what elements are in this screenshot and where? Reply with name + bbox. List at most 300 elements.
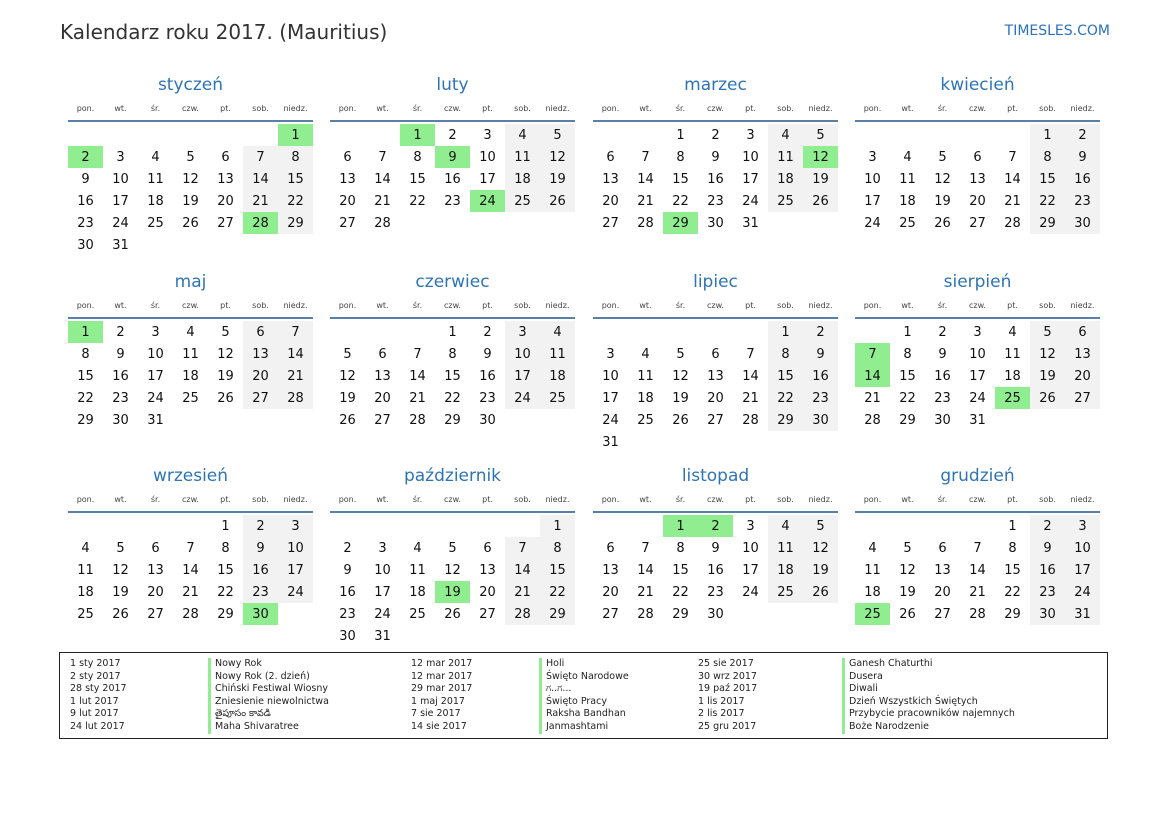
day-cell: 18	[77, 584, 94, 600]
empty-cell	[400, 625, 435, 647]
day-cell: 16	[934, 368, 951, 384]
day-cell: 20	[934, 584, 951, 600]
day-cell: 4	[505, 124, 540, 146]
day-cell: 19	[934, 193, 951, 209]
weekday-label: sob.	[1039, 104, 1056, 113]
empty-cell	[505, 212, 540, 234]
day-cell: 16	[1030, 559, 1065, 581]
day-cell: 11	[182, 346, 199, 362]
legend-date: 1 maj 2017	[411, 695, 465, 707]
day-cell: 24	[602, 412, 619, 428]
day-cell: 4	[540, 321, 575, 343]
day-cell: 4	[768, 515, 803, 537]
day-cell: 12	[217, 346, 234, 362]
day-cell: 24	[864, 215, 881, 231]
day-cell: 28	[278, 387, 313, 409]
day-cell: 1	[68, 321, 103, 343]
legend-date: 12 mar 2017	[411, 658, 473, 669]
empty-cell	[698, 321, 733, 343]
day-cell: 22	[278, 190, 313, 212]
day-cell: 26	[1030, 387, 1065, 409]
day-cell: 4	[903, 149, 912, 165]
legend-date-column	[698, 658, 757, 734]
empty-cell	[400, 515, 435, 537]
day-cell: 25	[77, 606, 94, 622]
day-cell: 1	[540, 515, 575, 537]
day-cell: 17	[602, 390, 619, 406]
month-block	[593, 465, 838, 625]
weekday-label: śr.	[937, 495, 948, 504]
day-cell: 23	[934, 390, 951, 406]
month-name: wrzesień	[152, 466, 229, 486]
day-cell: 31	[1065, 603, 1100, 625]
empty-cell	[733, 321, 768, 343]
day-cell: 9	[803, 343, 838, 365]
day-cell: 27	[1065, 387, 1100, 409]
month-name: maj	[174, 272, 207, 292]
day-cell: 31	[969, 412, 986, 428]
day-cell: 26	[339, 412, 356, 428]
day-grid	[330, 515, 575, 647]
month-block	[330, 74, 575, 234]
day-cell: 20	[339, 193, 356, 209]
day-cell: 13	[147, 562, 164, 578]
legend-holiday-name: Przybycie pracowników najemnych	[842, 708, 1015, 721]
day-cell: 13	[969, 171, 986, 187]
day-cell: 30	[707, 606, 724, 622]
day-grid	[855, 515, 1100, 625]
day-cell: 5	[803, 124, 838, 146]
day-cell: 1	[676, 127, 685, 143]
day-cell: 25	[768, 190, 803, 212]
month-name: listopad	[681, 466, 750, 486]
day-cell: 4	[413, 540, 422, 556]
legend-date: 1 lis 2017	[698, 695, 745, 707]
day-cell: 6	[343, 149, 352, 165]
weekday-label: czw.	[444, 495, 461, 504]
day-cell: 30	[479, 412, 496, 428]
day-cell: 3	[378, 540, 387, 556]
day-cell: 10	[1065, 537, 1100, 559]
day-cell: 11	[864, 562, 881, 578]
day-cell: 10	[147, 346, 164, 362]
day-cell: 6	[221, 149, 230, 165]
empty-cell	[768, 431, 803, 453]
day-cell: 5	[186, 149, 195, 165]
legend-date: 29 mar 2017	[411, 683, 473, 695]
month-name: luty	[436, 75, 469, 95]
day-cell: 19	[112, 584, 129, 600]
day-cell: 15	[1004, 562, 1021, 578]
day-cell: 7	[243, 146, 278, 168]
day-cell: 20	[602, 584, 619, 600]
day-cell: 14	[969, 562, 986, 578]
day-cell: 7	[505, 537, 540, 559]
weekday-header	[68, 493, 313, 513]
weekday-header	[855, 299, 1100, 319]
weekday-label: wt.	[639, 495, 652, 504]
weekday-label: pt.	[220, 301, 231, 310]
day-cell: 9	[938, 346, 947, 362]
day-cell: 30	[112, 412, 129, 428]
day-cell: 22	[77, 390, 94, 406]
day-cell: 7	[641, 540, 650, 556]
day-cell: 19	[803, 559, 838, 581]
weekday-label: niedz.	[1070, 104, 1095, 113]
day-cell: 5	[1030, 321, 1065, 343]
weekday-label: czw.	[182, 104, 199, 113]
day-grid	[855, 124, 1100, 234]
weekday-header	[593, 102, 838, 122]
day-cell: 21	[637, 584, 654, 600]
day-grid	[68, 515, 313, 625]
day-cell: 3	[606, 346, 615, 362]
weekday-label: sob.	[1039, 301, 1056, 310]
weekday-label: pt.	[745, 104, 756, 113]
weekday-label: pon.	[76, 495, 95, 504]
empty-cell	[103, 124, 138, 146]
weekday-label: pt.	[1007, 104, 1018, 113]
day-cell: 22	[1004, 584, 1021, 600]
day-cell: 13	[1065, 343, 1100, 365]
weekday-label: wt.	[901, 495, 914, 504]
day-cell: 18	[768, 168, 803, 190]
weekday-label: śr.	[150, 495, 161, 504]
day-cell: 19	[899, 584, 916, 600]
month-block	[330, 271, 575, 431]
day-cell: 12	[803, 146, 838, 168]
empty-cell	[698, 431, 733, 453]
day-cell: 3	[868, 149, 877, 165]
weekday-label: pon.	[863, 495, 882, 504]
month-block	[593, 74, 838, 234]
legend-name-column	[539, 658, 629, 734]
day-cell: 10	[112, 171, 129, 187]
weekday-label: pt.	[745, 301, 756, 310]
month-block	[68, 74, 313, 256]
day-cell: 19	[435, 581, 470, 603]
weekday-label: wt.	[114, 104, 127, 113]
day-cell: 29	[1004, 606, 1021, 622]
day-cell: 9	[435, 146, 470, 168]
day-cell: 15	[672, 562, 689, 578]
day-cell: 29	[444, 412, 461, 428]
day-cell: 20	[1065, 365, 1100, 387]
day-cell: 16	[243, 559, 278, 581]
day-cell: 4	[641, 346, 650, 362]
empty-cell	[628, 321, 663, 343]
empty-cell	[173, 515, 208, 537]
day-cell: 7	[278, 321, 313, 343]
day-cell: 6	[606, 540, 615, 556]
day-cell: 30	[1030, 603, 1065, 625]
day-cell: 2	[483, 324, 492, 340]
empty-cell	[1065, 409, 1100, 431]
day-cell: 29	[77, 412, 94, 428]
day-cell: 26	[672, 412, 689, 428]
day-cell: 4	[81, 540, 90, 556]
day-cell: 30	[707, 215, 724, 231]
day-cell: 7	[973, 540, 982, 556]
day-cell: 15	[540, 559, 575, 581]
day-cell: 12	[112, 562, 129, 578]
day-cell: 10	[969, 346, 986, 362]
day-cell: 31	[742, 215, 759, 231]
day-cell: 22	[672, 193, 689, 209]
day-cell: 19	[1030, 365, 1065, 387]
day-cell: 23	[243, 581, 278, 603]
weekday-label: pt.	[482, 104, 493, 113]
day-cell: 11	[505, 146, 540, 168]
empty-cell	[435, 625, 470, 647]
legend-date: 12 mar 2017	[411, 670, 473, 682]
day-cell: 9	[343, 562, 352, 578]
legend-date-column	[70, 658, 127, 734]
day-cell: 22	[409, 193, 426, 209]
weekday-label: czw.	[444, 301, 461, 310]
weekday-label: pt.	[220, 495, 231, 504]
legend-holiday-name: Boże Narodzenie	[842, 721, 1015, 734]
day-cell: 27	[602, 215, 619, 231]
day-cell: 15	[444, 368, 461, 384]
day-cell: 15	[409, 171, 426, 187]
day-cell: 10	[602, 368, 619, 384]
weekday-label: wt.	[376, 104, 389, 113]
day-cell: 25	[899, 215, 916, 231]
day-cell: 17	[742, 562, 759, 578]
day-cell: 11	[77, 562, 94, 578]
empty-cell	[855, 124, 890, 146]
legend-date: 19 paź 2017	[698, 683, 758, 695]
empty-cell	[470, 625, 505, 647]
weekday-label: niedz.	[808, 301, 833, 310]
month-name: sierpień	[943, 272, 1012, 292]
weekday-label: pon.	[338, 104, 357, 113]
day-cell: 12	[934, 171, 951, 187]
day-cell: 18	[409, 584, 426, 600]
empty-cell	[628, 515, 663, 537]
day-cell: 6	[151, 540, 160, 556]
empty-cell	[278, 234, 313, 256]
day-cell: 4	[151, 149, 160, 165]
legend-date: 2 lis 2017	[698, 708, 745, 720]
empty-cell	[733, 603, 768, 625]
day-cell: 10	[479, 149, 496, 165]
weekday-label: sob.	[252, 301, 269, 310]
day-cell: 24	[470, 190, 505, 212]
weekday-label: czw.	[444, 104, 461, 113]
day-cell: 18	[864, 584, 881, 600]
weekday-label: sob.	[777, 301, 794, 310]
day-cell: 11	[899, 171, 916, 187]
weekday-label: pon.	[76, 301, 95, 310]
day-cell: 8	[448, 346, 457, 362]
day-cell: 1	[663, 515, 698, 537]
day-cell: 23	[77, 215, 94, 231]
empty-cell	[435, 515, 470, 537]
day-cell: 6	[711, 346, 720, 362]
day-cell: 3	[151, 324, 160, 340]
empty-cell	[138, 124, 173, 146]
legend-holiday-name: Dusera	[842, 671, 1015, 684]
day-cell: 27	[969, 215, 986, 231]
day-cell: 30	[243, 603, 278, 625]
weekday-label: śr.	[675, 495, 686, 504]
day-cell: 9	[243, 537, 278, 559]
day-cell: 14	[742, 368, 759, 384]
day-cell: 27	[934, 606, 951, 622]
day-cell: 12	[182, 171, 199, 187]
day-cell: 3	[505, 321, 540, 343]
day-cell: 14	[374, 171, 391, 187]
day-cell: 31	[602, 434, 619, 450]
day-grid	[68, 321, 313, 431]
day-cell: 15	[768, 365, 803, 387]
day-cell: 8	[1008, 540, 1017, 556]
day-cell: 20	[479, 584, 496, 600]
empty-cell	[365, 515, 400, 537]
day-cell: 17	[864, 193, 881, 209]
empty-cell	[768, 212, 803, 234]
day-cell: 18	[768, 559, 803, 581]
day-cell: 12	[339, 368, 356, 384]
day-cell: 9	[1065, 146, 1100, 168]
legend-date: 7 sie 2017	[411, 708, 461, 720]
day-cell: 24	[742, 584, 759, 600]
weekday-label: śr.	[150, 104, 161, 113]
day-cell: 8	[676, 540, 685, 556]
day-grid	[593, 515, 838, 625]
day-cell: 9	[116, 346, 125, 362]
day-cell: 18	[540, 365, 575, 387]
weekday-label: sob.	[777, 495, 794, 504]
day-cell: 6	[378, 346, 387, 362]
day-grid	[330, 124, 575, 234]
legend-date-column	[411, 658, 472, 734]
day-cell: 15	[1030, 168, 1065, 190]
day-cell: 25	[540, 387, 575, 409]
day-cell: 26	[444, 606, 461, 622]
day-cell: 24	[1065, 581, 1100, 603]
day-cell: 16	[479, 368, 496, 384]
day-cell: 2	[1065, 124, 1100, 146]
day-cell: 13	[374, 368, 391, 384]
empty-cell	[855, 321, 890, 343]
empty-cell	[68, 515, 103, 537]
weekday-label: pt.	[482, 301, 493, 310]
day-cell: 22	[217, 584, 234, 600]
empty-cell	[593, 321, 628, 343]
weekday-label: śr.	[937, 301, 948, 310]
legend-date: 28 sty 2017	[70, 683, 127, 695]
weekday-label: czw.	[707, 104, 724, 113]
day-cell: 7	[1008, 149, 1017, 165]
weekday-label: sob.	[777, 104, 794, 113]
day-cell: 5	[676, 346, 685, 362]
day-grid	[593, 321, 838, 453]
site-link[interactable]: TIMESLES.COM	[1004, 23, 1110, 39]
empty-cell	[208, 409, 243, 431]
day-cell: 24	[278, 581, 313, 603]
empty-cell	[400, 212, 435, 234]
weekday-label: śr.	[675, 104, 686, 113]
day-cell: 21	[969, 584, 986, 600]
day-cell: 22	[444, 390, 461, 406]
day-cell: 26	[112, 606, 129, 622]
weekday-label: niedz.	[1070, 495, 1095, 504]
day-cell: 12	[444, 562, 461, 578]
weekday-label: wt.	[901, 301, 914, 310]
day-cell: 19	[217, 368, 234, 384]
month-name: kwiecień	[940, 75, 1015, 95]
empty-cell	[470, 515, 505, 537]
empty-cell	[960, 515, 995, 537]
day-cell: 16	[339, 584, 356, 600]
day-cell: 2	[448, 127, 457, 143]
day-cell: 1	[221, 518, 230, 534]
weekday-label: wt.	[639, 104, 652, 113]
day-cell: 8	[903, 346, 912, 362]
day-cell: 29	[899, 412, 916, 428]
day-cell: 1	[1008, 518, 1017, 534]
weekday-label: śr.	[675, 301, 686, 310]
day-cell: 10	[374, 562, 391, 578]
day-cell: 3	[116, 149, 125, 165]
legend-holiday-name: Nowy Rok (2. dzień)	[208, 671, 329, 684]
day-cell: 11	[540, 343, 575, 365]
empty-cell	[1030, 409, 1065, 431]
day-cell: 30	[339, 628, 356, 644]
day-cell: 26	[899, 606, 916, 622]
day-cell: 14	[855, 365, 890, 387]
weekday-label: niedz.	[283, 301, 308, 310]
day-cell: 21	[505, 581, 540, 603]
day-cell: 25	[637, 412, 654, 428]
weekday-label: niedz.	[545, 104, 570, 113]
legend-name-column	[208, 658, 329, 734]
day-cell: 8	[221, 540, 230, 556]
empty-cell	[540, 409, 575, 431]
day-cell: 13	[243, 343, 278, 365]
day-cell: 4	[186, 324, 195, 340]
day-cell: 7	[641, 149, 650, 165]
day-cell: 9	[711, 149, 720, 165]
empty-cell	[330, 124, 365, 146]
day-cell: 17	[479, 171, 496, 187]
day-cell: 8	[540, 537, 575, 559]
day-cell: 23	[339, 606, 356, 622]
day-cell: 18	[147, 193, 164, 209]
day-cell: 14	[182, 562, 199, 578]
day-cell: 11	[637, 368, 654, 384]
day-cell: 10	[505, 343, 540, 365]
weekday-label: niedz.	[283, 495, 308, 504]
empty-cell	[173, 234, 208, 256]
day-cell: 17	[278, 559, 313, 581]
weekday-label: czw.	[182, 301, 199, 310]
day-cell: 16	[112, 368, 129, 384]
day-cell: 29	[217, 606, 234, 622]
day-cell: 1	[1030, 124, 1065, 146]
day-cell: 16	[77, 193, 94, 209]
empty-cell	[593, 515, 628, 537]
day-cell: 18	[899, 193, 916, 209]
day-cell: 2	[343, 540, 352, 556]
weekday-label: pt.	[482, 495, 493, 504]
day-cell: 21	[182, 584, 199, 600]
day-cell: 22	[672, 584, 689, 600]
weekday-header	[68, 299, 313, 319]
